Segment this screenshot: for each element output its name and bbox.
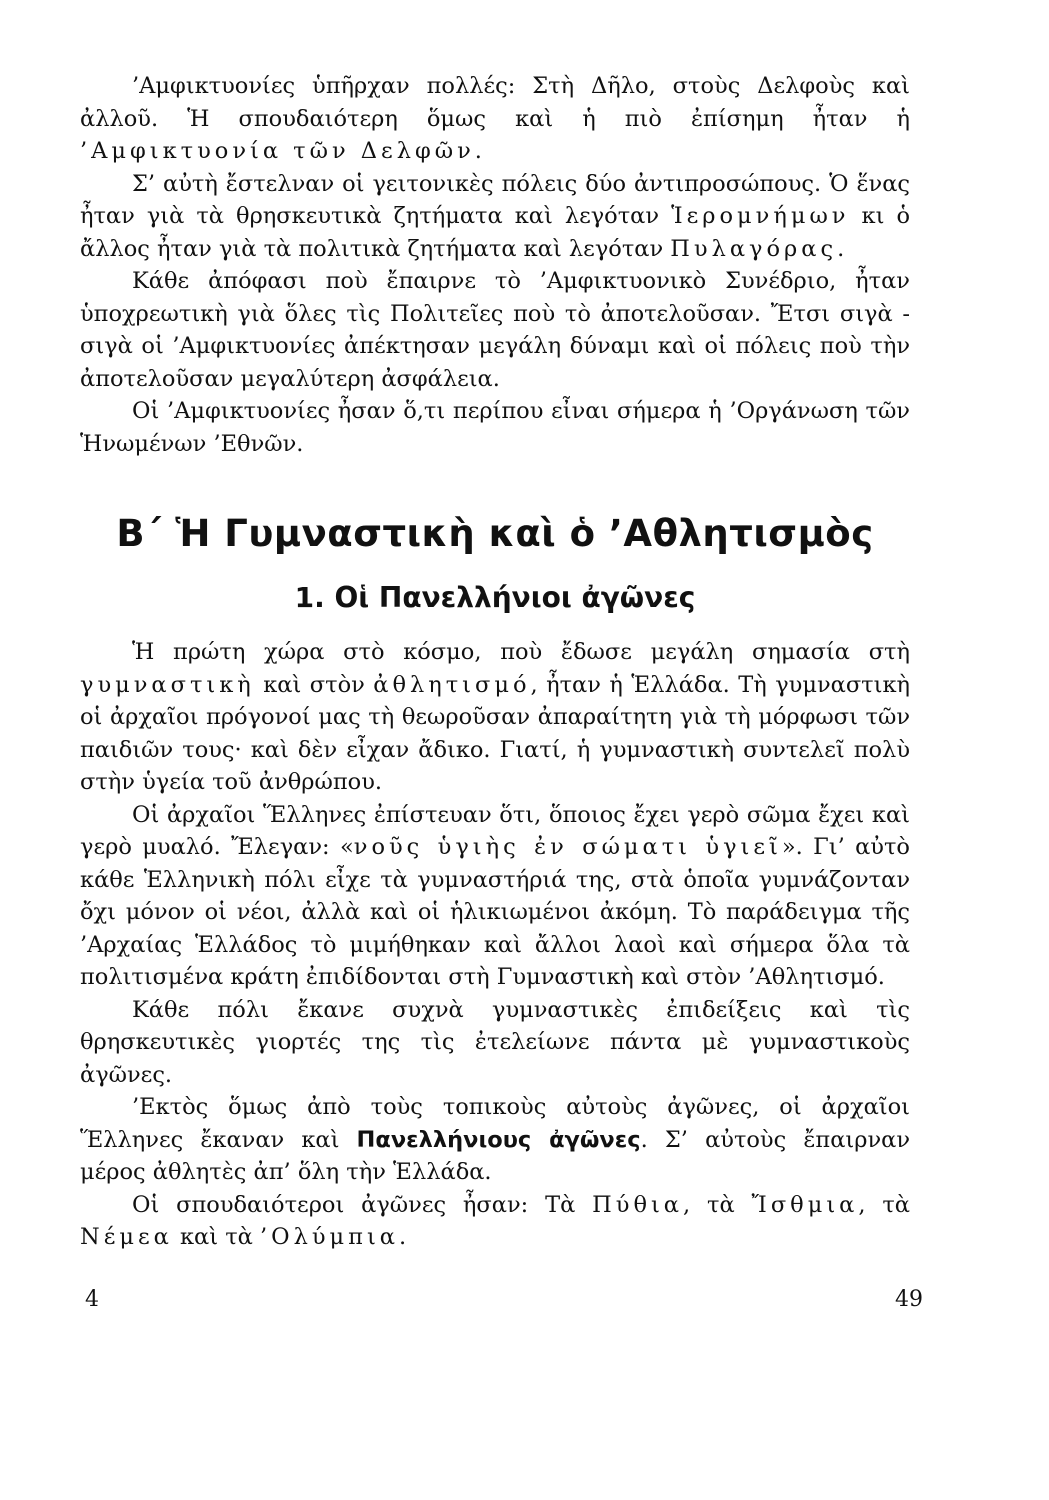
page-footer — [85, 1287, 923, 1312]
spaced-term-pylagoras: Πυλαγόρας — [670, 235, 838, 262]
text-run: . — [398, 1224, 407, 1250]
text-run: ’Εκτὸς ὅμως ἀπὸ τοὺς τοπικοὺς αὐτοὺς ἀγῶνες, οἱ ἀρχαῖοι Ἕλληνες ἔκαναν καὶ — [80, 1094, 910, 1153]
text-run: . Σ’ αὐτοὺς ἔπαιρναν μέρος ἀθλητὲς ἀπ’ ὅλη τὴν Ἑλλάδα. — [80, 1126, 910, 1185]
text-run: , ἦταν ἡ Ἑλλάδα. Τὴ γυμναστικὴ οἱ ἀρχαῖοι πρόγονοί μας τὴ θεωροῦσαν ἀπαραίτητη γιὰ τὴ μόρφωσι τῶν παιδιῶν τους· καὶ δὲν εἶχαν ἄδικο. Γιατί, ἡ γυμναστικὴ συντελεῖ πολὺ στὴν ὑγεία τοῦ ἀνθρώπου. — [80, 671, 910, 795]
spaced-term-gymnastics: γυμναστικὴ — [80, 671, 255, 698]
page-number: 49 — [895, 1287, 923, 1312]
text-run: καὶ στὸν — [254, 671, 374, 698]
paragraph-amphictyonies-intro — [80, 70, 910, 168]
paragraph-representatives — [80, 168, 910, 266]
spaced-term-isthmia: Ἴσθμια — [751, 1191, 859, 1218]
section-title: Β΄ Ἡ Γυμναστικὴ καὶ ὁ ’Αθλητισμὸς — [116, 512, 874, 555]
page-content — [80, 70, 910, 1254]
spaced-term-olympia: ’Ολύμπια — [260, 1224, 399, 1250]
subsection-title: 1. Οἱ Πανελλήνιοι ἀγῶνες — [294, 581, 696, 614]
spaced-term-nemea: Νέμεα — [80, 1224, 173, 1250]
paragraph-decisions: Κάθε ἀπόφασι ποὺ ἔπαιρνε τὸ ’Αμφικτυονικὸ Συνέδριο, ἦταν ὑποχρεωτικὴ γιὰ ὅλες τὶς Πολιτεῖες ποὺ τὸ ἀποτελοῦσαν. Ἔτσι σιγὰ - σιγὰ οἱ ’Αμφικτυονίες ἀπέκτησαν μεγάλη δύναμι καὶ οἱ πόλεις ποὺ τὴν ἀποτελοῦσαν μεγαλύτερη ἀσφάλεια. — [80, 268, 910, 392]
signature-mark: 4 — [85, 1287, 99, 1312]
paragraph-city-games: Κάθε πόλι ἔκανε συχνὰ γυμναστικὲς ἐπιδείξεις καὶ τὶς θρησκευτικὲς γιορτές της τὶς ἐτελείωνε πάντα μὲ γυμναστικοὺς ἀγῶνες. — [80, 996, 910, 1088]
spaced-quote-healthy-mind: νοῦς ὑγιὴς ἐν σώματι ὑγιεῖ — [353, 834, 782, 860]
text-run: κι ὁ ἄλλος ἦταν γιὰ τὰ πολιτικὰ ζητήματα καὶ λεγόταν — [80, 203, 910, 262]
paragraph-panhellenic — [80, 1091, 910, 1189]
text-run: , τὰ — [858, 1191, 911, 1218]
text-run: καὶ τὰ — [172, 1224, 261, 1250]
text-run: . — [474, 138, 482, 164]
text-run: Ἡ πρώτη χώρα στὸ κόσμο, ποὺ ἔδωσε μεγάλη σημασία στὴ — [132, 639, 910, 665]
paragraph-healthy-mind — [80, 799, 910, 994]
paragraph-major-games — [80, 1189, 910, 1254]
text-run: , τὰ — [683, 1191, 752, 1218]
text-run: Σ’ αὐτὴ ἔστελναν οἱ γειτονικὲς πόλεις δύο ἀντιπροσώπους. Ὁ ἕνας ἦταν γιὰ τὰ θρησκευτικὰ ζητήματα καὶ λεγόταν — [80, 170, 910, 229]
spaced-term-hieromnemon: Ἱερομνήμων — [671, 203, 850, 229]
text-run: . — [837, 235, 845, 262]
text-run: Οἱ ἀρχαῖοι Ἕλληνες ἐπίστευαν ὅτι, ὅποιος ἔχει γερὸ σῶμα ἔχει καὶ γερὸ μυαλό. Ἔλεγαν: « — [80, 801, 910, 860]
spaced-term-athletics: ἀθλητισμό — [373, 671, 531, 698]
paragraph-united-nations: Οἱ ’Αμφικτυονίες ἦσαν ὅ,τι περίπου εἶναι σήμερα ἡ ’Οργάνωση τῶν Ἡνωμένων ’Εθνῶν. — [80, 398, 910, 457]
text-run: Οἱ σπουδαιότεροι ἀγῶνες ἦσαν: Τὰ — [132, 1191, 593, 1218]
bold-term-panhellenic-games: Πανελλήνιους ἀγῶνες — [356, 1126, 641, 1153]
text-run: ». Γι’ αὐτὸ κάθε Ἑλληνικὴ πόλι εἶχε τὰ γυμναστήριά της, στὰ ὁποῖα γυμνάζονταν ὄχι μόνον οἱ νέοι, ἀλλὰ καὶ οἱ ἡλικιωμένοι ἀκόμη. Τὸ παράδειγμα τῆς ’Αρχαίας Ἑλλάδος τὸ μιμήθηκαν καὶ ἄλλοι λαοὶ καὶ σήμερα ὅλα τὰ πολιτισμένα κράτη ἐπιδίδονται στὴ Γυμναστικὴ καὶ στὸν ’Αθλητισμό. — [80, 834, 910, 990]
text-run: ’Αμφικτυονίες ὑπῆρχαν πολλές: Στὴ Δῆλο, στοὺς Δελφοὺς καὶ ἀλλοῦ. Ἡ σπουδαιότερη ὅμως καὶ ἡ πιὸ ἐπίσημη ἦταν ἡ — [80, 73, 910, 132]
paragraph-greece-gymnastics — [80, 636, 910, 799]
spaced-term-amphictyony-delphi: ’Αμφικτυονία τῶν Δελφῶν — [80, 138, 475, 164]
spaced-term-pythia: Πύθια — [592, 1191, 684, 1218]
